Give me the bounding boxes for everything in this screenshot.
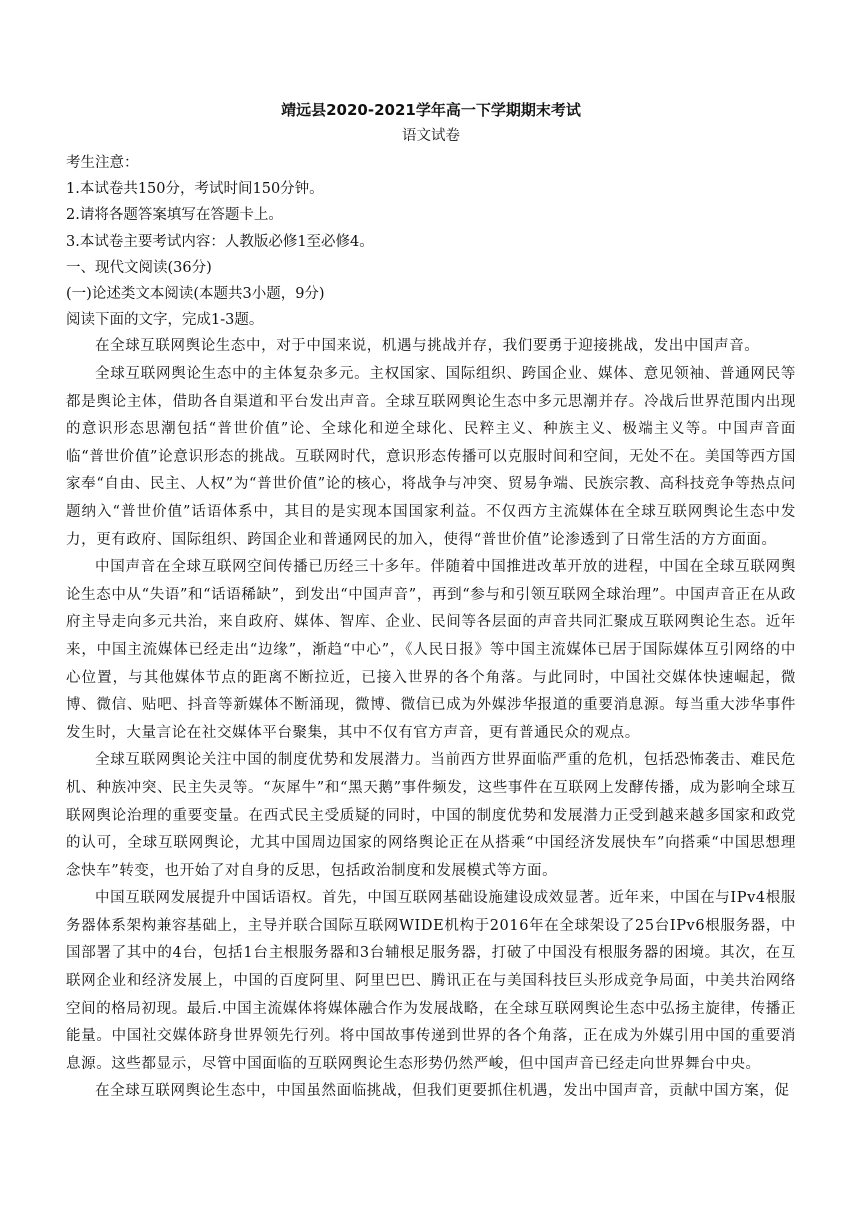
exam-title: 靖远县2020-2021学年高一下学期期末考试 bbox=[281, 101, 581, 119]
reading-passage bbox=[66, 333, 796, 1106]
exam-subtitle: 语文试卷 bbox=[402, 128, 460, 144]
part-title: 一、现代文阅读(36分) bbox=[66, 259, 212, 276]
notice-item: 2.请将各题答案填写在答题卡上。 bbox=[66, 207, 283, 224]
notice-heading: 考生注意： bbox=[66, 155, 139, 171]
notice-item: 1.本试卷共150分，考试时间150分钟。 bbox=[66, 181, 324, 198]
notice-item: 3.本试卷主要考试内容：人教版必修1至必修4。 bbox=[66, 233, 374, 250]
passage-paragraph: 全球互联网舆论生态中的主体复杂多元。主权国家、国际组织、跨国企业、媒体、意见领袖、普通网民等都是舆论主体，借助各自渠道和平台发出声音。全球互联网舆论生态中多元思潮并存。冷战后世界范围内出现的意识形态思潮包括“普世价值”论、全球化和逆全球化、民粹主义、种族主义、极端主义等。中国声音面临“普世价值”论意识形态的挑战。互联网时代，意识形态传播可以克服时间和空间，无处不在。美国等西方国家奉“自由、民主、人权”为“普世价值”论的核心，将战争与冲突、贸易争端、民族宗教、高科技竞争等热点问题纳入“普世价值”话语体系中，其目的是实现本国国家利益。不仅西方主流媒体在全球互联网舆论生态中发力，更有政府、国际组织、跨国企业和普通网民的加入，使得“普世价值”论渗透到了日常生活的方方面面。 bbox=[66, 366, 796, 548]
passage-paragraph: 全球互联网舆论关注中国的制度优势和发展潜力。当前西方世界面临严重的危机，包括恐怖袭击、难民危机、种族冲突、民主失灵等。“灰犀牛”和“黑天鹅”事件频发，这些事件在互联网上发酵传播，成为影响全球互联网舆论治理的重要变量。在西式民主受质疑的同时，中国的制度优势和发展潜力正受到越来越多国家和政党的认可，全球互联网舆论，尤其中国周边国家的网络舆论正在从搭乘“中国经济发展快车”向搭乘“中国思想理念快车”转变，也开始了对自身的反思，包括政治制度和发展模式等方面。 bbox=[66, 752, 796, 879]
passage-paragraph: 中国声音在全球互联网空间传播已历经三十多年。伴随着中国推进改革开放的进程，中国在全球互联网舆论生态中从“失语”和“话语稀缺”，到发出“中国声音”，再到“参与和引领互联网全球治理”。中国声音正在从政府主导走向多元共治，来自政府、媒体、智库、企业、民间等各层面的声音共同汇聚成互联网舆论生态。近年来，中国主流媒体已经走出“边缘”，渐趋“中心”，《人民日报》等中国主流媒体已居于国际媒体互引网络的中心位置，与其他媒体节点的距离不断拉近，已接入世界的各个角落。与此同时，中国社交媒体快速崛起，微博、微信、贴吧、抖音等新媒体不断涌现，微博、微信已成为外媒涉华报道的重要消息源。每当重大涉华事件发生时，大量言论在社交媒体平台聚集，其中不仅有官方声音，更有普通民众的观点。 bbox=[66, 559, 796, 741]
section-header bbox=[66, 255, 796, 334]
sub-section-title: (一)论述类文本阅读(本题共3小题，9分) bbox=[66, 286, 325, 303]
passage-paragraph: 在全球互联网舆论生态中，中国虽然面临挑战，但我们更要抓住机遇，发出中国声音，贡献中国方案，促 bbox=[95, 1083, 790, 1100]
passage-paragraph: 中国互联网发展提升中国话语权。首先，中国互联网基础设施建设成效显著。近年来，中国在与IPv4根服务器体系架构兼容基础上，主导并联合国际互联网WIDE机构于2016年在全球架设了25台IPv6根服务器，中国部署了其中的4台，包括1台主根服务器和3台辅根足服务器，打破了中国没有根服务器的困境。其次，在互联网企业和经济发展上，中国的百度阿里、阿里巴巴、腾讯正在与美国科技巨头形成竞争局面，中美共治网络空间的格局初现。最后.中国主流媒体将媒体融合作为发展战略，在全球互联网舆论生态中弘扬主旋律，传播正能量。中国社交媒体跻身世界领先行列。将中国故事传递到世界的各个角落，正在成为外媒引用中国的重要消息源。这些都显示，尽管中国面临的互联网舆论生态形势仍然严峻，但中国声音已经走向世界舞台中央。 bbox=[66, 890, 797, 1072]
reading-instruction: 阅读下面的文字，完成1-3题。 bbox=[66, 312, 264, 329]
passage-paragraph: 在全球互联网舆论生态中，对于中国来说，机遇与挑战并存，我们要勇于迎接挑战，发出中国声音。 bbox=[95, 338, 760, 355]
notice-block bbox=[66, 150, 796, 255]
